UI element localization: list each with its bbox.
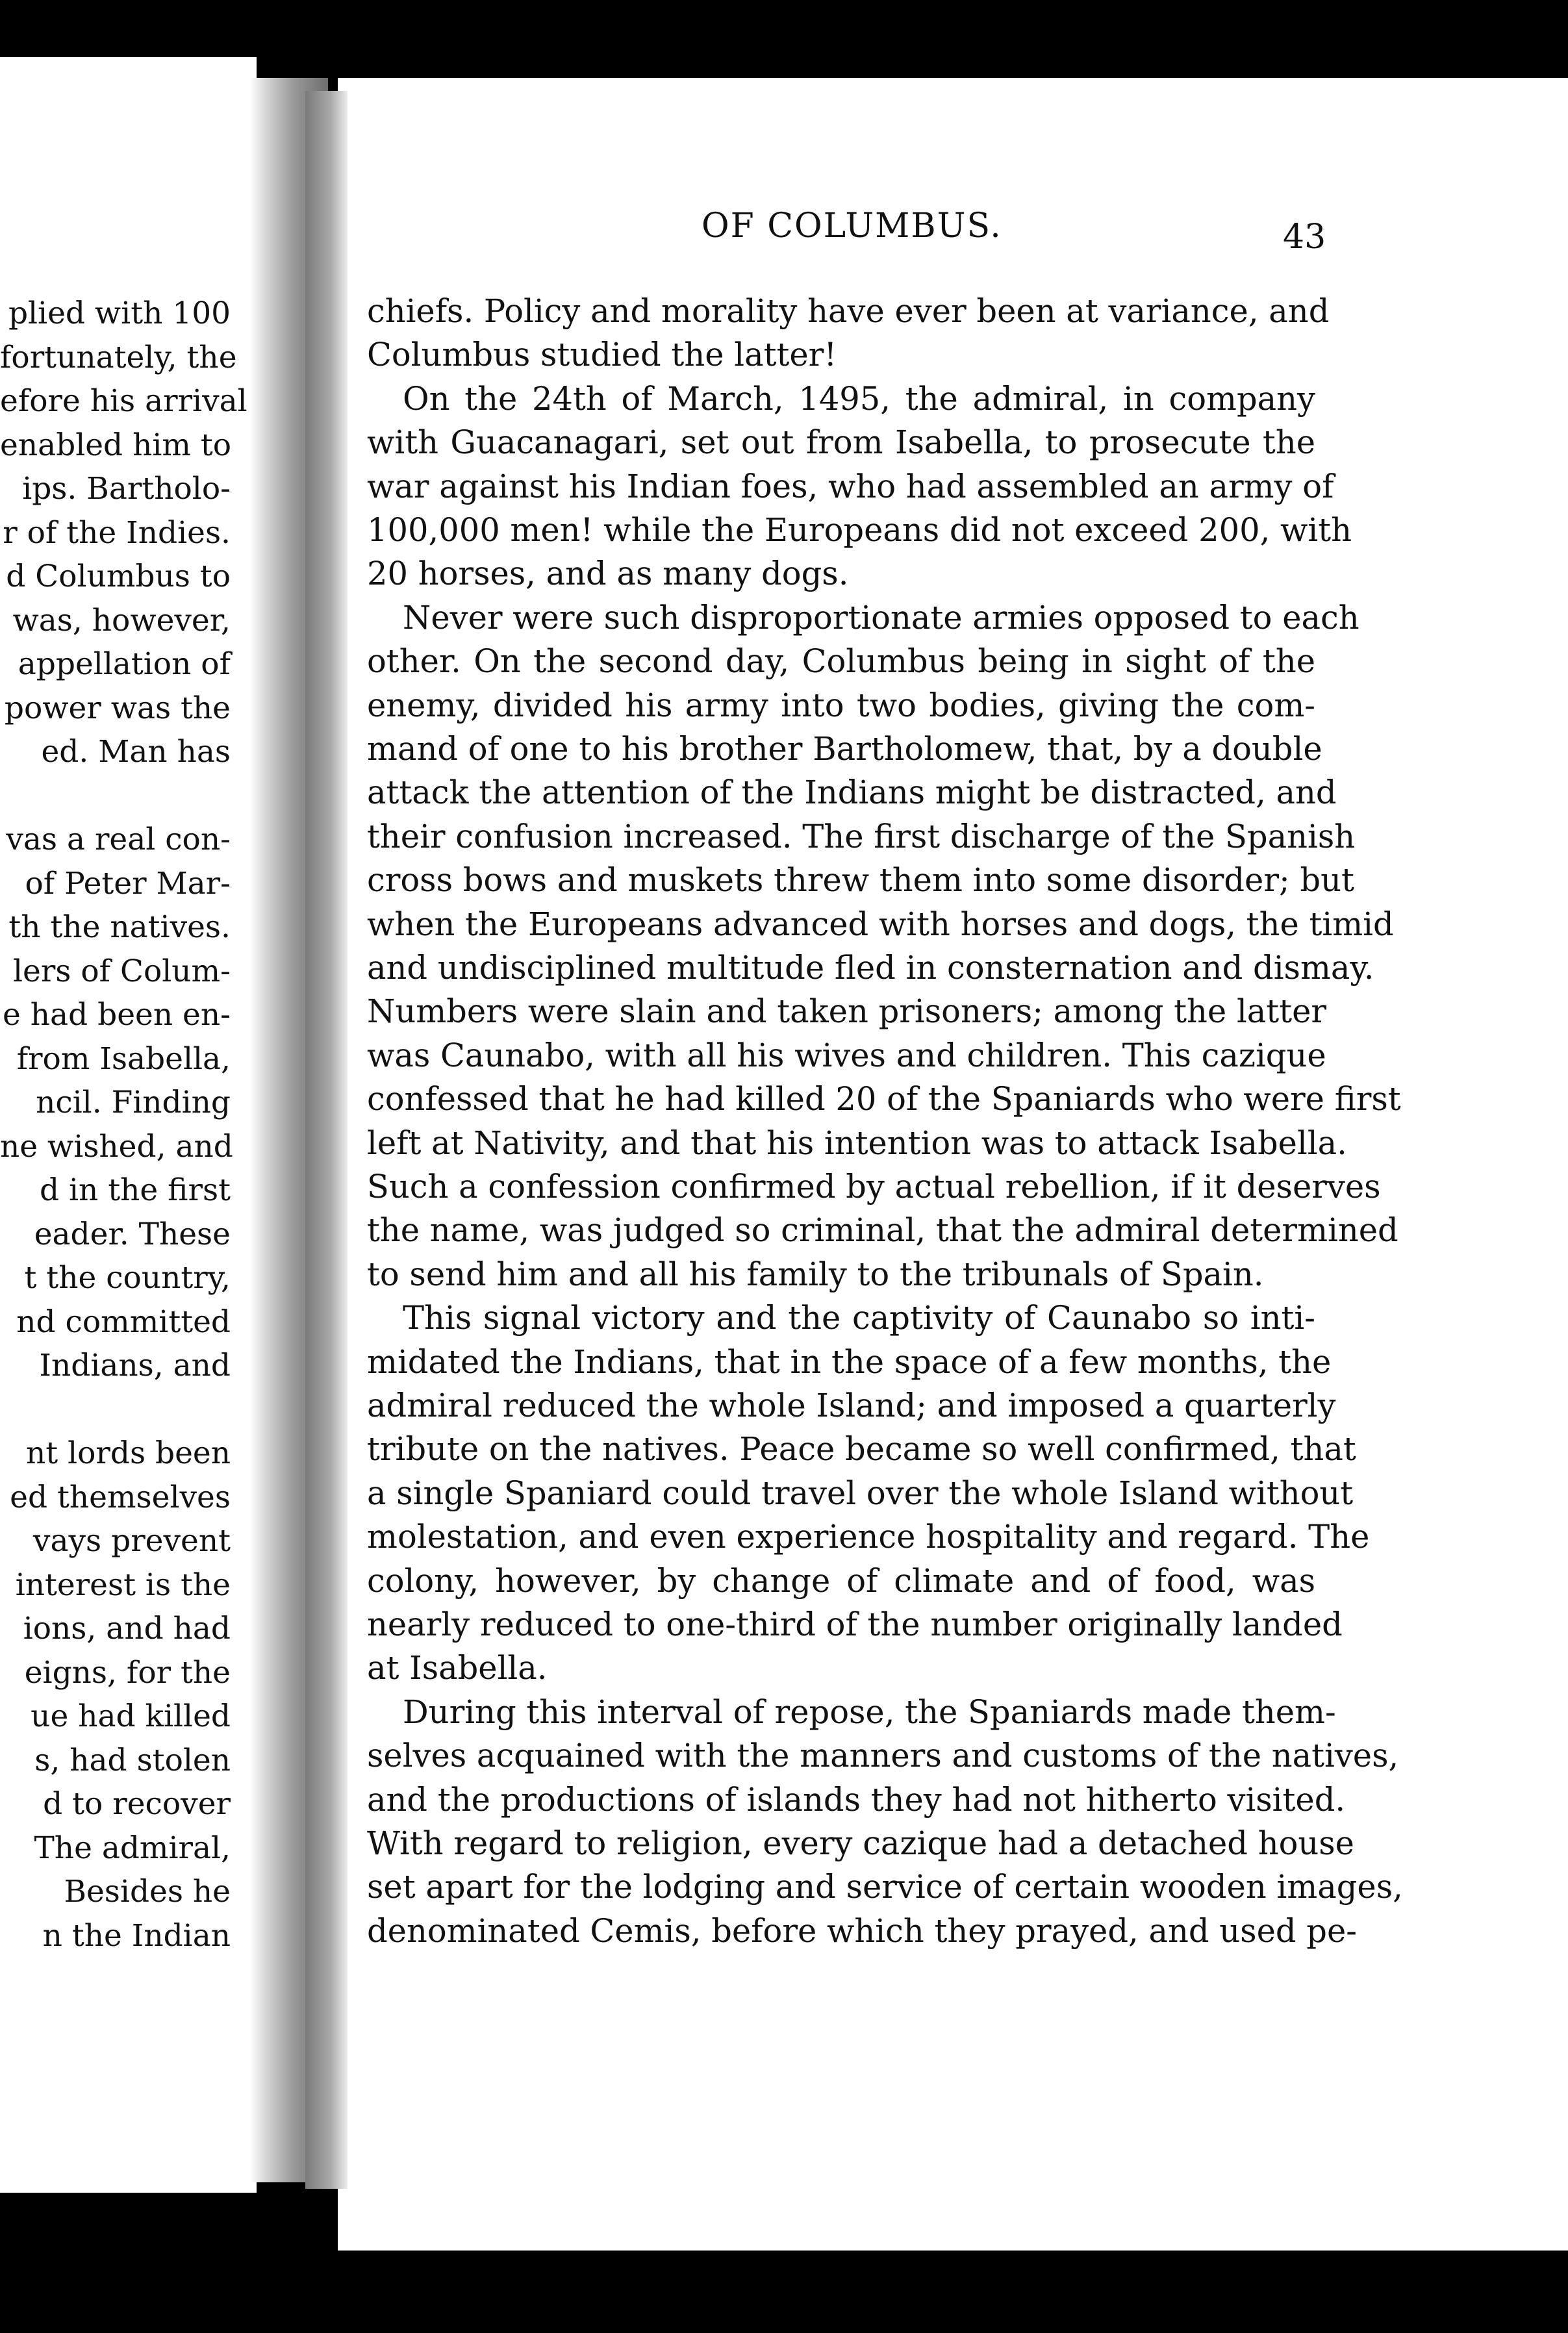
body-line: a single Spaniard could travel over the whole Island without xyxy=(367,1474,1354,1512)
left-page-line: th the natives. xyxy=(8,909,231,945)
body-line: 100,000 men! while the Europeans did not exceed 200, with xyxy=(367,511,1352,549)
left-page-line: e had been en- xyxy=(3,997,231,1033)
body-line: nearly reduced to one-third of the number originally landed xyxy=(367,1606,1343,1643)
body-line: was Caunabo, with all his wives and children. This cazique xyxy=(367,1036,1326,1074)
body-line: the name, was judged so criminal, that the admiral determined xyxy=(367,1211,1398,1250)
left-page-line: ne wished, and xyxy=(0,1128,233,1165)
body-line: to send him and all his family to the tribunals of Spain. xyxy=(367,1255,1264,1293)
body-line: when the Europeans advanced with horses and dogs, the timid xyxy=(367,905,1394,943)
body-line: their confusion increased. The first discharge of the Spanish xyxy=(367,817,1356,855)
left-page-line: Besides he xyxy=(64,1874,231,1910)
left-page-line: vays prevent xyxy=(32,1523,231,1559)
left-page-line: efore his arrival xyxy=(0,383,247,419)
left-page-line: eader. These xyxy=(34,1216,231,1252)
body-line: enemy, divided his army into two bodies, giving the com- xyxy=(367,686,1315,724)
body-line: midated the Indians, that in the space of a few months, the xyxy=(367,1343,1332,1381)
body-line: other. On the second day, Columbus being in sight of the xyxy=(367,642,1315,681)
body-line: mand of one to his brother Bartholomew, that, by a double xyxy=(367,730,1322,768)
left-page-line: Indians, and xyxy=(39,1348,231,1383)
body-line: Never were such disproportionate armies opposed to each xyxy=(403,598,1359,637)
body-line: at Isabella. xyxy=(367,1649,548,1687)
body-line: with Guacanagari, set out from Isabella, to prosecute the xyxy=(367,423,1315,462)
left-page-line: vas a real con- xyxy=(6,822,231,857)
left-page-line: ed themselves xyxy=(10,1479,231,1515)
left-page-line: nt lords been xyxy=(25,1435,231,1471)
left-page-line: eigns, for the xyxy=(24,1654,231,1691)
left-page-line: was, however, xyxy=(12,602,231,638)
body-line: admiral reduced the whole Island; and imposed a quarterly xyxy=(367,1387,1336,1424)
left-page-line: power was the xyxy=(4,690,231,726)
left-page-line: ions, and had xyxy=(23,1611,231,1646)
body-line: On the 24th of March, 1495, the admiral, in company xyxy=(403,379,1315,418)
left-page-line: ue had killed xyxy=(31,1698,231,1734)
body-line: and undisciplined multitude fled in consternation and dismay. xyxy=(367,949,1374,987)
body-line: selves acquained with the manners and customs of the natives, xyxy=(367,1737,1399,1775)
body-line: With regard to religion, every cazique had a detached house xyxy=(367,1824,1354,1862)
body-line: attack the attention of the Indians might be distracted, and xyxy=(367,774,1337,812)
right-page-body-text xyxy=(367,0,1403,2333)
left-page-line: d to recover xyxy=(43,1786,231,1822)
body-line: denominated Cemis, before which they prayed, and used pe- xyxy=(367,1911,1358,1950)
left-page-line: d in the first xyxy=(39,1172,231,1208)
left-page-line: interest is the xyxy=(15,1567,231,1603)
left-page-line: appellation of xyxy=(18,646,231,682)
body-line: Columbus studied the latter! xyxy=(367,336,837,374)
left-page-line: ips. Bartholo- xyxy=(22,471,231,507)
body-line: left at Nativity, and that his intention was to attack Isabella. xyxy=(367,1124,1347,1162)
body-line: colony, however, by change of climate and of food, was xyxy=(367,1561,1315,1600)
left-page-line: s, had stolen xyxy=(34,1742,231,1778)
left-page-line: from Isabella, xyxy=(16,1040,231,1077)
body-line: cross bows and muskets threw them into some disorder; but xyxy=(367,861,1354,900)
left-page-line: nd committed xyxy=(16,1304,231,1340)
body-line: molestation, and even experience hospitality and regard. The xyxy=(367,1518,1370,1556)
body-line: war against his Indian foes, who had assembled an army of xyxy=(367,467,1334,505)
left-page xyxy=(0,57,257,2193)
left-page-line: r of the Indies. xyxy=(3,514,231,551)
left-page-line: n the Indian xyxy=(42,1917,231,1954)
right-page-gutter-shadow xyxy=(305,91,348,2189)
body-line: chiefs. Policy and morality have ever been at variance, and xyxy=(367,292,1330,330)
body-line: During this interval of repose, the Spaniards made them- xyxy=(403,1693,1336,1731)
body-line: 20 horses, and as many dogs. xyxy=(367,555,849,593)
body-line: This signal victory and the captivity of Caunabo so inti- xyxy=(403,1299,1315,1337)
left-page-line: enabled him to xyxy=(0,427,232,463)
left-page-line: t the country, xyxy=(24,1260,231,1296)
left-page-line: d Columbus to xyxy=(6,559,231,594)
body-line: Numbers were slain and taken prisoners; among the latter xyxy=(367,992,1327,1031)
left-page-line: plied with 100 xyxy=(8,296,231,331)
body-line: and the productions of islands they had not hitherto visited. xyxy=(367,1780,1346,1819)
left-page-line: fortunately, the xyxy=(0,339,237,375)
body-line: tribute on the natives. Peace became so well confirmed, that xyxy=(367,1430,1356,1469)
body-line: set apart for the lodging and service of certain wooden images, xyxy=(367,1868,1403,1906)
left-page-line: lers of Colum- xyxy=(12,953,231,989)
body-line: Such a confession confirmed by actual rebellion, if it deserves xyxy=(367,1168,1381,1205)
left-page-line: The admiral, xyxy=(34,1830,231,1866)
body-line: confessed that he had killed 20 of the Spaniards who were first xyxy=(367,1080,1401,1118)
left-page-line: of Peter Mar- xyxy=(25,865,231,902)
running-head: OF COLUMBUS. xyxy=(702,207,1002,246)
page-number: 43 xyxy=(1283,218,1326,257)
left-page-line: ed. Man has xyxy=(41,734,231,770)
left-page-line: ncil. Finding xyxy=(36,1085,231,1120)
